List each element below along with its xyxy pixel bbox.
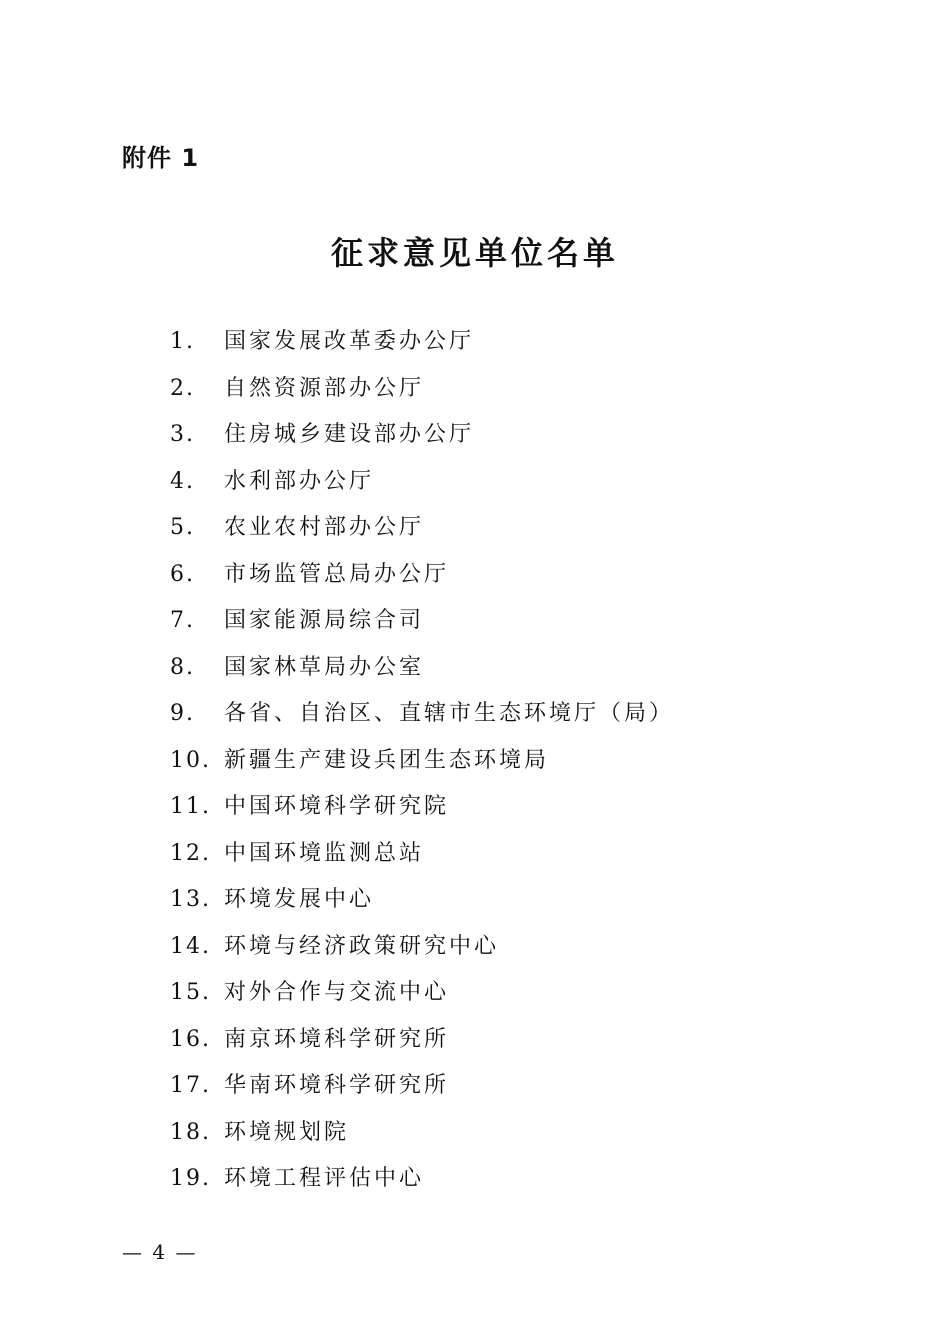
- item-text: 南京环境科学研究所: [224, 1026, 450, 1052]
- list-item: [0, 694, 950, 734]
- item-number: 17.: [170, 1073, 211, 1098]
- item-number: 1.: [170, 329, 195, 354]
- item-number: 8.: [170, 654, 195, 680]
- list-item: [0, 880, 950, 920]
- list-item: [0, 834, 950, 874]
- item-text: 环境发展中心: [224, 887, 375, 912]
- page-number: — 4 —: [122, 1240, 198, 1264]
- list-item: [0, 369, 950, 409]
- list-item: [0, 973, 950, 1013]
- item-text: 市场监管总局办公厅: [224, 561, 450, 587]
- item-text: 环境工程评估中心: [224, 1166, 425, 1191]
- list-item: [0, 555, 950, 595]
- list-item: [0, 415, 950, 455]
- item-number: 18.: [170, 1119, 211, 1145]
- item-text: 环境与经济政策研究中心: [224, 933, 500, 959]
- item-text: 国家发展改革委办公厅: [224, 329, 475, 354]
- item-number: 3.: [170, 422, 195, 447]
- list-item: [0, 1113, 950, 1153]
- item-text: 华南环境科学研究所: [224, 1073, 450, 1098]
- list-item: [0, 648, 950, 688]
- list-item: [0, 601, 950, 641]
- item-text: 国家能源局综合司: [224, 608, 425, 633]
- item-number: 10.: [170, 747, 211, 773]
- list-item: [0, 508, 950, 548]
- item-number: 15.: [170, 980, 211, 1005]
- item-number: 5.: [170, 515, 195, 540]
- item-number: 12.: [170, 840, 211, 866]
- item-number: 11.: [170, 794, 211, 819]
- item-number: 9.: [170, 701, 195, 726]
- item-text: 农业农村部办公厅: [224, 515, 425, 540]
- item-text: 国家林草局办公室: [224, 654, 425, 680]
- item-number: 14.: [170, 933, 211, 959]
- list-item: [0, 787, 950, 827]
- list-item: [0, 322, 950, 362]
- item-text: 中国环境监测总站: [224, 840, 425, 866]
- item-number: 16.: [170, 1026, 211, 1052]
- page-title: 征求意见单位名单: [330, 234, 619, 272]
- item-text: 环境规划院: [224, 1119, 350, 1145]
- item-text: 水利部办公厅: [224, 468, 375, 494]
- list-item: [0, 927, 950, 967]
- list-item: [0, 1066, 950, 1106]
- list-item: [0, 1159, 950, 1199]
- item-number: 2.: [170, 375, 195, 401]
- item-text: 新疆生产建设兵团生态环境局: [224, 747, 550, 773]
- list-item: [0, 462, 950, 502]
- item-text: 自然资源部办公厅: [224, 375, 425, 401]
- list-item: [0, 1020, 950, 1060]
- attachment-label: 附件 1: [122, 144, 200, 172]
- item-number: 7.: [170, 608, 195, 633]
- item-number: 4.: [170, 468, 195, 494]
- item-text: 对外合作与交流中心: [224, 980, 450, 1005]
- item-number: 19.: [170, 1166, 211, 1191]
- list-item: [0, 741, 950, 781]
- item-number: 13.: [170, 887, 211, 912]
- item-text: 中国环境科学研究院: [224, 794, 450, 819]
- item-number: 6.: [170, 561, 195, 587]
- item-text: 住房城乡建设部办公厅: [224, 422, 475, 447]
- item-text: 各省、自治区、直辖市生态环境厅（局）: [224, 701, 675, 726]
